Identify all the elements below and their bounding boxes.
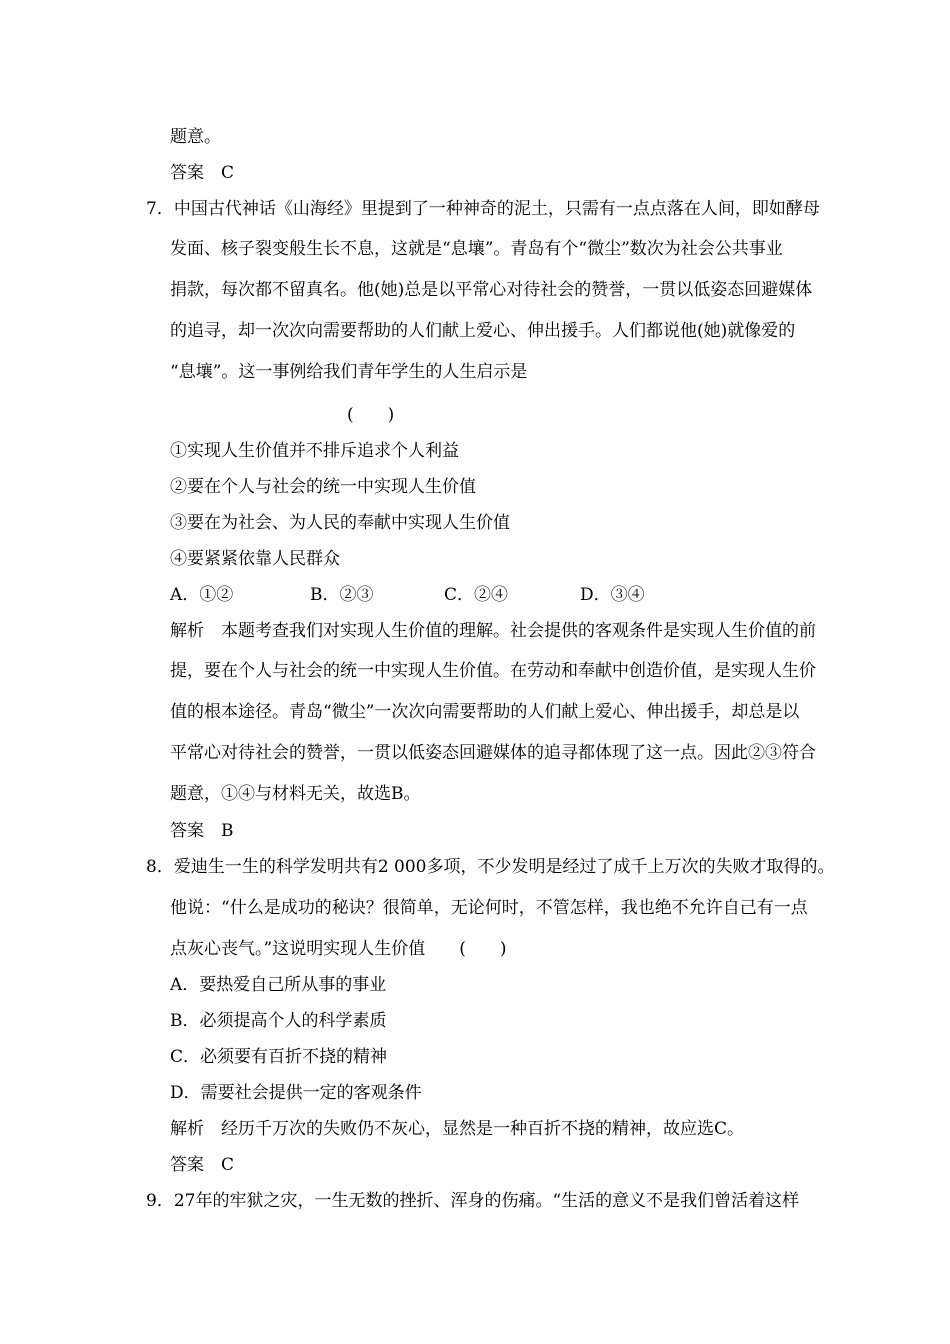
option-b: B．必须提高个人的科学素质 — [170, 1011, 387, 1031]
answer-line: 答案 C — [170, 1155, 235, 1175]
text-line: 捐款，每次都不留真名。他(她)总是以平常心对待社会的赞誉，一贯以低姿态回避媒体 — [170, 280, 813, 300]
option-c: C．②④ — [444, 585, 509, 605]
answer-blank: ( ) — [347, 405, 395, 425]
explanation-line: 解析 本题考查我们对实现人生价值的理解。社会提供的客观条件是实现人生价值的前 — [170, 621, 816, 641]
option-b: B．②③ — [310, 585, 374, 605]
text-line: 的追寻，却一次次向需要帮助的人们献上爱心、伸出援手。人们都说他(她)就像爱的 — [170, 321, 796, 341]
question-9-stem: 9．27年的牢狱之灾，一生无数的挫折、浑身的伤痛。“生活的意义不是我们曾活着这样 — [146, 1191, 800, 1211]
explanation-line: 平常心对待社会的赞誉，一贯以低姿态回避媒体的追寻都体现了这一点。因此②③符合 — [170, 743, 816, 763]
text-line: 他说：“什么是成功的秘诀？很简单，无论何时，不管怎样，我也绝不允许自己有一点 — [170, 898, 808, 918]
statement-2: ②要在个人与社会的统一中实现人生价值 — [170, 477, 476, 497]
option-a: A．要热爱自己所从事的事业 — [170, 975, 387, 995]
option-d: D．需要社会提供一定的客观条件 — [170, 1083, 422, 1103]
option-a: A．①② — [170, 585, 234, 605]
explanation-line: 解析 经历千万次的失败仍不灰心，显然是一种百折不挠的精神，故应选C。 — [170, 1119, 745, 1139]
question-7-stem: 7．中国古代神话《山海经》里提到了一种神奇的泥土，只需有一点点落在人间，即如酵母 — [146, 199, 820, 219]
option-d: D．③④ — [580, 585, 645, 605]
text-line: “息壤”。这一事例给我们青年学生的人生启示是 — [170, 362, 528, 382]
question-8-stem: 8．爱迪生一生的科学发明共有2 000多项，不少发明是经过了成千上万次的失败才取得的。 — [146, 857, 835, 877]
statement-4: ④要紧紧依靠人民群众 — [170, 549, 340, 569]
explanation-line: 题意，①④与材料无关，故选B。 — [170, 784, 421, 804]
answer-line: 答案 C — [170, 163, 235, 183]
text-line: 发面、核子裂变般生长不息，这就是“息壤”。青岛有个“微尘”数次为社会公共事业 — [170, 239, 783, 259]
answer-line: 答案 B — [170, 821, 234, 841]
text-line: 点灰心丧气。”这说明实现人生价值 ( ) — [170, 939, 507, 959]
explanation-line: 提，要在个人与社会的统一中实现人生价值。在劳动和奉献中创造价值，是实现人生价 — [170, 661, 816, 681]
text-line: 题意。 — [170, 127, 221, 147]
option-c: C．必须要有百折不挠的精神 — [170, 1047, 388, 1067]
statement-3: ③要在为社会、为人民的奉献中实现人生价值 — [170, 513, 510, 533]
explanation-line: 值的根本途径。青岛“微尘”一次次向需要帮助的人们献上爱心、伸出援手，却总是以 — [170, 702, 800, 722]
statement-1: ①实现人生价值并不排斥追求个人利益 — [170, 441, 459, 461]
